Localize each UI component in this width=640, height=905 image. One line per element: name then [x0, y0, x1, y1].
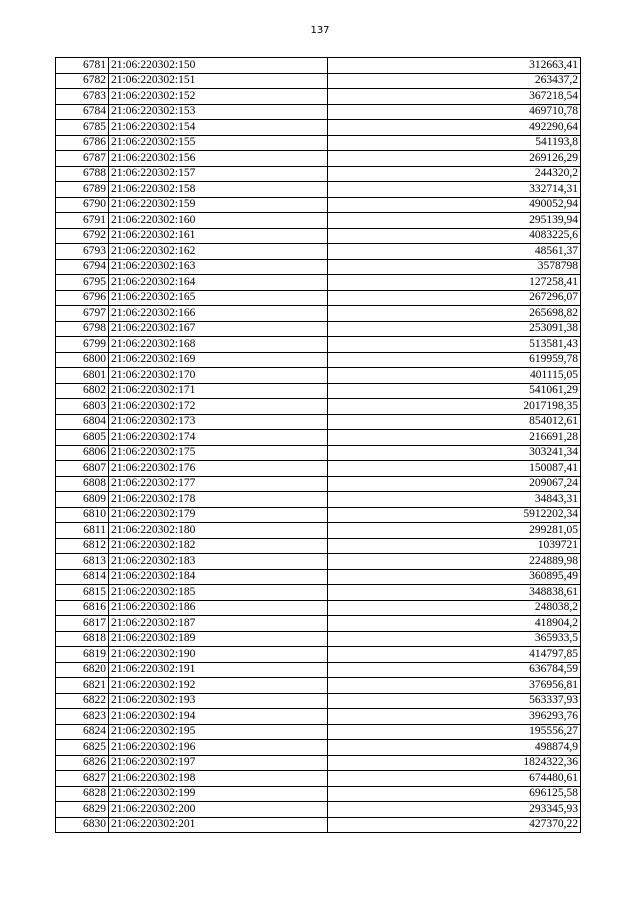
row-number-cell: 6796: [56, 290, 109, 306]
cadastral-number-cell: 21:06:220302:196: [109, 740, 328, 756]
cadastral-number-cell: 21:06:220302:154: [109, 120, 328, 136]
value-cell: 3578798: [328, 259, 581, 275]
value-cell: 360895,49: [328, 569, 581, 585]
row-number-cell: 6829: [56, 802, 109, 818]
row-number-cell: 6801: [56, 368, 109, 384]
cadastral-number-cell: 21:06:220302:151: [109, 73, 328, 89]
cadastral-number-cell: 21:06:220302:192: [109, 678, 328, 694]
table-row: [56, 616, 581, 632]
table-row: [56, 476, 581, 492]
table-row: [56, 352, 581, 368]
row-number-cell: 6789: [56, 182, 109, 198]
table-row: [56, 337, 581, 353]
value-cell: 541193,8: [328, 135, 581, 151]
table-row: [56, 151, 581, 167]
value-cell: 636784,59: [328, 662, 581, 678]
table-row: [56, 492, 581, 508]
row-number-cell: 6809: [56, 492, 109, 508]
cadastral-number-cell: 21:06:220302:173: [109, 414, 328, 430]
value-cell: 2017198,35: [328, 399, 581, 415]
value-cell: 696125,58: [328, 786, 581, 802]
table-row: [56, 740, 581, 756]
value-cell: 253091,38: [328, 321, 581, 337]
row-number-cell: 6823: [56, 709, 109, 725]
table-row: [56, 166, 581, 182]
table-row: [56, 585, 581, 601]
cadastral-number-cell: 21:06:220302:155: [109, 135, 328, 151]
row-number-cell: 6810: [56, 507, 109, 523]
row-number-cell: 6781: [56, 58, 109, 74]
value-cell: 492290,64: [328, 120, 581, 136]
cadastral-number-cell: 21:06:220302:187: [109, 616, 328, 632]
table-row: [56, 259, 581, 275]
row-number-cell: 6793: [56, 244, 109, 260]
table-row: [56, 786, 581, 802]
row-number-cell: 6812: [56, 538, 109, 554]
row-number-cell: 6820: [56, 662, 109, 678]
row-number-cell: 6825: [56, 740, 109, 756]
value-cell: 376956,81: [328, 678, 581, 694]
table-row: [56, 321, 581, 337]
value-cell: 265698,82: [328, 306, 581, 322]
table-row: [56, 135, 581, 151]
value-cell: 127258,41: [328, 275, 581, 291]
table-row: [56, 771, 581, 787]
cadastral-number-cell: 21:06:220302:171: [109, 383, 328, 399]
row-number-cell: 6816: [56, 600, 109, 616]
value-cell: 5912202,34: [328, 507, 581, 523]
cadastral-number-cell: 21:06:220302:201: [109, 817, 328, 833]
cadastral-number-cell: 21:06:220302:191: [109, 662, 328, 678]
row-number-cell: 6786: [56, 135, 109, 151]
table-row: [56, 523, 581, 539]
value-cell: 48561,37: [328, 244, 581, 260]
value-cell: 1824322,36: [328, 755, 581, 771]
cadastral-number-cell: 21:06:220302:193: [109, 693, 328, 709]
row-number-cell: 6799: [56, 337, 109, 353]
cadastral-number-cell: 21:06:220302:189: [109, 631, 328, 647]
row-number-cell: 6800: [56, 352, 109, 368]
table-row: [56, 507, 581, 523]
cadastral-number-cell: 21:06:220302:153: [109, 104, 328, 120]
table-row: [56, 554, 581, 570]
cadastral-number-cell: 21:06:220302:185: [109, 585, 328, 601]
row-number-cell: 6802: [56, 383, 109, 399]
table-row: [56, 213, 581, 229]
row-number-cell: 6815: [56, 585, 109, 601]
value-cell: 295139,94: [328, 213, 581, 229]
row-number-cell: 6805: [56, 430, 109, 446]
table-row: [56, 275, 581, 291]
row-number-cell: 6830: [56, 817, 109, 833]
table-row: [56, 693, 581, 709]
table-row: [56, 120, 581, 136]
row-number-cell: 6807: [56, 461, 109, 477]
cadastral-number-cell: 21:06:220302:194: [109, 709, 328, 725]
table-row: [56, 244, 581, 260]
table-row: [56, 538, 581, 554]
row-number-cell: 6814: [56, 569, 109, 585]
value-cell: 216691,28: [328, 430, 581, 446]
table-body: [56, 58, 581, 833]
table-row: [56, 445, 581, 461]
value-cell: 490052,94: [328, 197, 581, 213]
cadastral-number-cell: 21:06:220302:178: [109, 492, 328, 508]
value-cell: 267296,07: [328, 290, 581, 306]
cadastral-number-cell: 21:06:220302:184: [109, 569, 328, 585]
value-cell: 418904,2: [328, 616, 581, 632]
row-number-cell: 6819: [56, 647, 109, 663]
row-number-cell: 6794: [56, 259, 109, 275]
registry-table: [55, 57, 581, 833]
table-row: [56, 647, 581, 663]
value-cell: 263437,2: [328, 73, 581, 89]
cadastral-number-cell: 21:06:220302:166: [109, 306, 328, 322]
row-number-cell: 6813: [56, 554, 109, 570]
cadastral-number-cell: 21:06:220302:167: [109, 321, 328, 337]
value-cell: 248038,2: [328, 600, 581, 616]
cadastral-number-cell: 21:06:220302:200: [109, 802, 328, 818]
value-cell: 365933,5: [328, 631, 581, 647]
value-cell: 195556,27: [328, 724, 581, 740]
value-cell: 269126,29: [328, 151, 581, 167]
table-row: [56, 600, 581, 616]
table-row: [56, 802, 581, 818]
row-number-cell: 6806: [56, 445, 109, 461]
cadastral-number-cell: 21:06:220302:159: [109, 197, 328, 213]
value-cell: 427370,22: [328, 817, 581, 833]
cadastral-number-cell: 21:06:220302:174: [109, 430, 328, 446]
cadastral-number-cell: 21:06:220302:176: [109, 461, 328, 477]
cadastral-number-cell: 21:06:220302:160: [109, 213, 328, 229]
row-number-cell: 6797: [56, 306, 109, 322]
value-cell: 513581,43: [328, 337, 581, 353]
table-row: [56, 368, 581, 384]
cadastral-number-cell: 21:06:220302:158: [109, 182, 328, 198]
row-number-cell: 6804: [56, 414, 109, 430]
value-cell: 854012,61: [328, 414, 581, 430]
row-number-cell: 6791: [56, 213, 109, 229]
table-row: [56, 290, 581, 306]
table-row: [56, 678, 581, 694]
value-cell: 469710,78: [328, 104, 581, 120]
cadastral-number-cell: 21:06:220302:183: [109, 554, 328, 570]
cadastral-number-cell: 21:06:220302:161: [109, 228, 328, 244]
value-cell: 224889,98: [328, 554, 581, 570]
row-number-cell: 6821: [56, 678, 109, 694]
row-number-cell: 6811: [56, 523, 109, 539]
value-cell: 563337,93: [328, 693, 581, 709]
value-cell: 209067,24: [328, 476, 581, 492]
value-cell: 541061,29: [328, 383, 581, 399]
value-cell: 401115,05: [328, 368, 581, 384]
cadastral-number-cell: 21:06:220302:180: [109, 523, 328, 539]
row-number-cell: 6787: [56, 151, 109, 167]
cadastral-number-cell: 21:06:220302:175: [109, 445, 328, 461]
cadastral-number-cell: 21:06:220302:162: [109, 244, 328, 260]
table-row: [56, 755, 581, 771]
row-number-cell: 6817: [56, 616, 109, 632]
cadastral-number-cell: 21:06:220302:169: [109, 352, 328, 368]
value-cell: 312663,41: [328, 58, 581, 74]
value-cell: 299281,05: [328, 523, 581, 539]
value-cell: 332714,31: [328, 182, 581, 198]
cadastral-number-cell: 21:06:220302:177: [109, 476, 328, 492]
value-cell: 396293,76: [328, 709, 581, 725]
row-number-cell: 6795: [56, 275, 109, 291]
row-number-cell: 6824: [56, 724, 109, 740]
cadastral-number-cell: 21:06:220302:198: [109, 771, 328, 787]
row-number-cell: 6822: [56, 693, 109, 709]
cadastral-number-cell: 21:06:220302:190: [109, 647, 328, 663]
value-cell: 414797,85: [328, 647, 581, 663]
page-number: 137: [310, 25, 330, 36]
cadastral-number-cell: 21:06:220302:150: [109, 58, 328, 74]
value-cell: 150087,41: [328, 461, 581, 477]
cadastral-number-cell: 21:06:220302:157: [109, 166, 328, 182]
table-row: [56, 662, 581, 678]
value-cell: 498874,9: [328, 740, 581, 756]
row-number-cell: 6826: [56, 755, 109, 771]
cadastral-number-cell: 21:06:220302:172: [109, 399, 328, 415]
value-cell: 4083225,6: [328, 228, 581, 244]
cadastral-number-cell: 21:06:220302:182: [109, 538, 328, 554]
row-number-cell: 6828: [56, 786, 109, 802]
cadastral-number-cell: 21:06:220302:164: [109, 275, 328, 291]
value-cell: 367218,54: [328, 89, 581, 105]
table-row: [56, 73, 581, 89]
table-row: [56, 430, 581, 446]
value-cell: 34843,31: [328, 492, 581, 508]
value-cell: 674480,61: [328, 771, 581, 787]
table-row: [56, 724, 581, 740]
value-cell: 303241,34: [328, 445, 581, 461]
table-row: [56, 89, 581, 105]
row-number-cell: 6798: [56, 321, 109, 337]
row-number-cell: 6784: [56, 104, 109, 120]
value-cell: 348838,61: [328, 585, 581, 601]
cadastral-number-cell: 21:06:220302:186: [109, 600, 328, 616]
row-number-cell: 6783: [56, 89, 109, 105]
table-row: [56, 569, 581, 585]
cadastral-number-cell: 21:06:220302:179: [109, 507, 328, 523]
table-row: [56, 182, 581, 198]
table-row: [56, 709, 581, 725]
table-row: [56, 104, 581, 120]
cadastral-number-cell: 21:06:220302:195: [109, 724, 328, 740]
value-cell: 293345,93: [328, 802, 581, 818]
table-row: [56, 306, 581, 322]
row-number-cell: 6803: [56, 399, 109, 415]
cadastral-number-cell: 21:06:220302:168: [109, 337, 328, 353]
cadastral-number-cell: 21:06:220302:156: [109, 151, 328, 167]
table-row: [56, 228, 581, 244]
table-row: [56, 58, 581, 74]
table-row: [56, 817, 581, 833]
table-row: [56, 197, 581, 213]
row-number-cell: 6790: [56, 197, 109, 213]
value-cell: 1039721: [328, 538, 581, 554]
row-number-cell: 6827: [56, 771, 109, 787]
value-cell: 244320,2: [328, 166, 581, 182]
value-cell: 619959,78: [328, 352, 581, 368]
row-number-cell: 6808: [56, 476, 109, 492]
cadastral-number-cell: 21:06:220302:199: [109, 786, 328, 802]
table-row: [56, 383, 581, 399]
cadastral-number-cell: 21:06:220302:197: [109, 755, 328, 771]
row-number-cell: 6785: [56, 120, 109, 136]
table-row: [56, 461, 581, 477]
cadastral-number-cell: 21:06:220302:165: [109, 290, 328, 306]
table-row: [56, 631, 581, 647]
cadastral-number-cell: 21:06:220302:163: [109, 259, 328, 275]
row-number-cell: 6788: [56, 166, 109, 182]
row-number-cell: 6782: [56, 73, 109, 89]
cadastral-number-cell: 21:06:220302:170: [109, 368, 328, 384]
cadastral-number-cell: 21:06:220302:152: [109, 89, 328, 105]
table-row: [56, 414, 581, 430]
row-number-cell: 6818: [56, 631, 109, 647]
table-row: [56, 399, 581, 415]
row-number-cell: 6792: [56, 228, 109, 244]
